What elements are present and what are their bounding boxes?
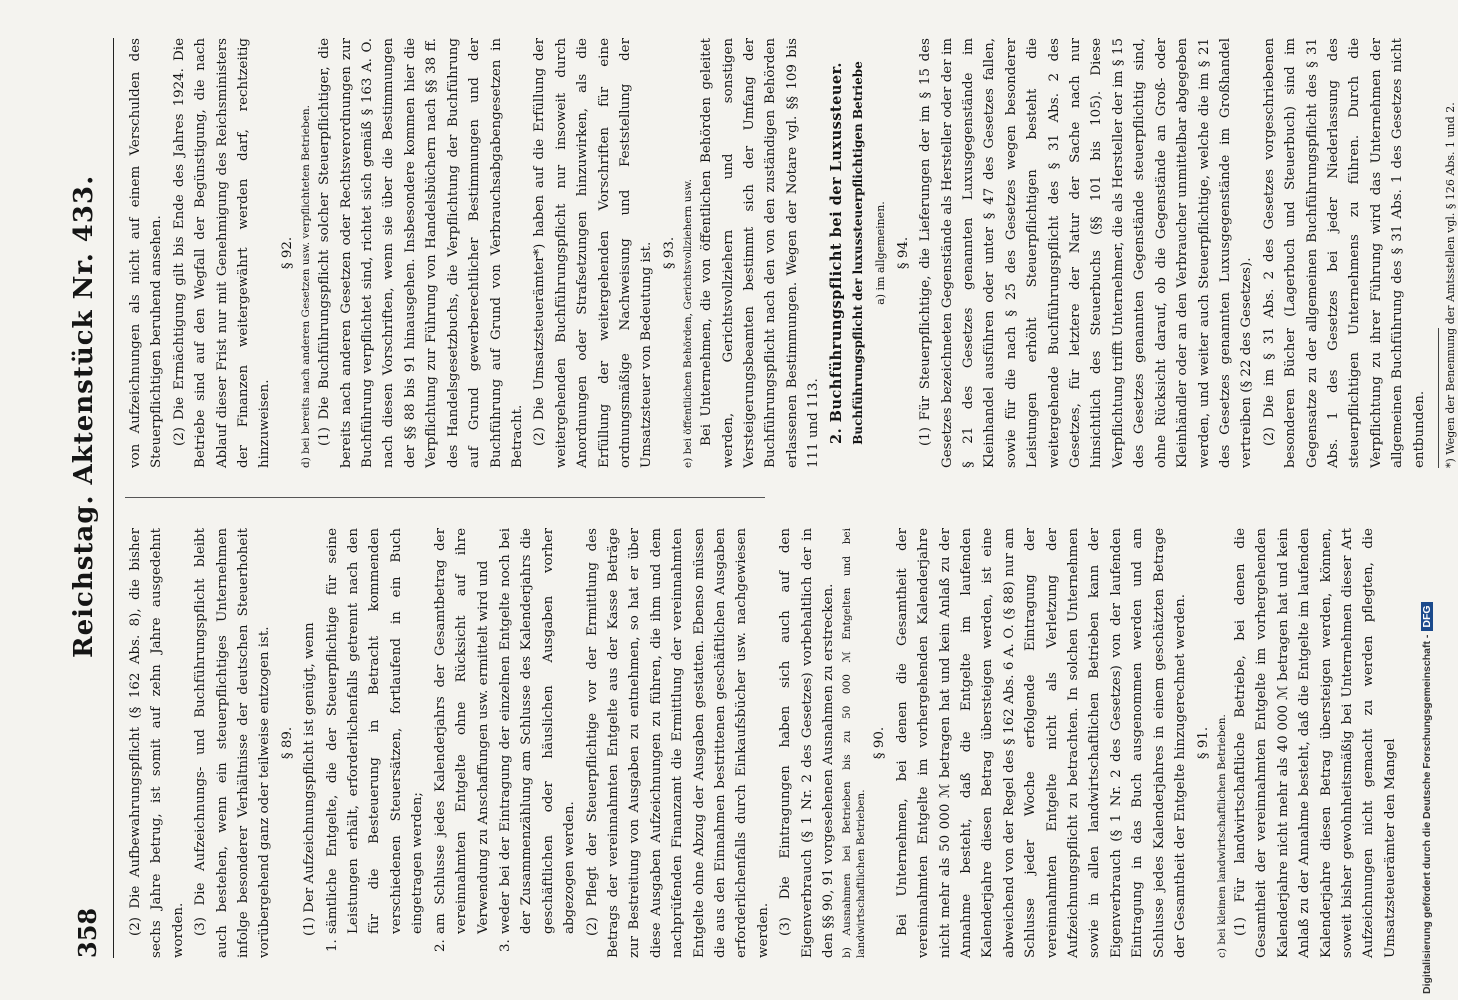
paragraph: (2) Die Umsatzsteuerämter*) haben auf die Erfüllung der weitergehenden Buchführungspflicht nur insoweit durch Anordnungen oder Strafsetzungen hinzuwirken, als die Erfüllung der weitergehenden Vorschriften für eine ordnungsmäßige Nachweisung und Feststellung der Umsatzsteuer von Bedeutung ist. <box>532 38 655 468</box>
footnote: *) Wegen der Benennung der Amtsstellen vgl. § 126 Abs. 1 und 2. <box>1443 102 1457 468</box>
subheading: c) bei kleinen landwirtschaftlichen Betrieben. <box>1215 714 1228 958</box>
page-header <box>67 38 127 958</box>
paragraph: (2) Die im § 31 Abs. 2 des Gesetzes vorgeschriebenen besonderen Bücher (Lagerbuch und Steuerbuch) sind im Gegensatze zu der allgemeinen Buchführungspflicht des § 31 Abs. 1 des Gesetzes bei jeder Niederlassung des steuerpflichtigen Unternehmens zu führen. Durch die Verpflichtung zu ihrer Führung wird das Unternehmen der allgemeinen Buchführung des § 31 Abs. 1 des Gesetzes nicht entbunden. <box>1261 38 1427 468</box>
section-heading: § 89. <box>279 726 295 760</box>
subheading: b) Ausnahmen bei Betrieben bis zu 50 000 ℳ Entgelten und bei landwirtschaftlichen Betrieben. <box>841 528 868 958</box>
page-title: Reichstag. Aktenstück Nr. 433. <box>69 174 99 658</box>
page-number: 358 <box>73 907 102 958</box>
paragraph: (3) Die Eintragungen haben sich auch auf den Eigenverbrauch (§ 1 Nr. 2 des Gesetzes) vorbehaltlich der in den §§ 90, 91 vorgesehenen Ausnahmen zu erstrecken. <box>778 528 836 958</box>
paragraph: (1) Für landwirtschaftliche Betriebe, bei denen die Gesamtheit der vereinnahmten Entgelte im vorhergehenden Kalenderjahre nicht mehr als 40 000 ℳ betragen hat und kein Anlaß zu der Annahme besteht, daß die Entgelte im laufenden Kalenderjahre diesen Betrag übersteigen werden, können, soweit bisher gewohnheitsmäßig bei Unternehmen dieser Art Aufzeichnungen nicht gemacht zu werden pflegten, die Umsatzsteuerämter den Mangel <box>1232 528 1398 958</box>
list-item: 3. weder bei der Eintragung der einzelnen Entgelte noch bei der Zusammenzählung am Schlusse des Kalenderjahrs die geschäftlichen oder häuslichen Ausgaben vorher abgezogen werden. <box>497 528 578 952</box>
footnote-rule <box>1438 328 1439 468</box>
subheading: d) bei bereits nach anderen Gesetzen usw. verpflichteten Betrieben. <box>300 104 313 468</box>
section-heading: § 93. <box>661 236 677 270</box>
list-item: 1. sämtliche Entgelte, die der Steuerpflichtige für seine Leistungen erhält, erforderlichenfalls getrennt nach den für die Besteuerung in Betracht kommenden verschiedenen Steuersätzen, fortlaufend in ein Buch eingetragen werden; <box>324 528 426 952</box>
paragraph: (2) Pflegt der Steuerpflichtige vor der Ermittlung des Betrags der vereinnahmten Entgelte aus der Kasse Beträge zur Bestreitung von Ausgaben zu entnehmen, so hat er über diese Ausgaben Aufzeichnungen zu führen, die ihm und dem nachprüfenden Finanzamt die Ermittlung der vereinnahmten Entgelte ohne Abzug der Ausgaben gestatten. Ebenso müssen die aus den Einnahmen bestrittenen geschäftlichen Ausgaben erforderlichenfalls durch Einkaufsbücher usw. nachgewiesen werden. <box>584 528 771 958</box>
header-rule <box>113 38 114 958</box>
right-column <box>125 38 1457 468</box>
column-divider <box>125 497 765 498</box>
paragraph: (2) Die Aufbewahrungspflicht (§ 162 Abs. 8), die bisher sechs Jahre betrug, ist somit auf zehn Jahre ausgedehnt worden. <box>128 528 186 958</box>
paragraph: Bei Unternehmen, die von öffentlichen Behörden geleitet werden, Gerichtsvollziehern und sonstigen Versteigerungsbeamten bestimmt sich der Umfang der Buchführungspflicht nach den von den zuständigen Behörden erlassenen Bestimmungen. Wegen der Notare vgl. §§ 109 bis 111 und 113. <box>699 38 822 468</box>
chapter-subheading: Buchführungspflicht der luxussteuerpflichtigen Betriebe <box>851 61 865 445</box>
paragraph: (1) Für Steuerpflichtige, die Lieferungen der im § 15 des Gesetzes bezeichneten Gegenstände als Hersteller oder der im § 21 des Gesetzes genannten Luxusgegenstände im Kleinhandel ausführen oder unter § 47 des Gesetzes fallen, sowie für die nach § 25 des Gesetzes wegen besonderer Leistungen erhöht Steuerpflichtigen besteht die weitergehende Buchführungspflicht des § 31 Abs. 2 des Gesetzes, für letztere der Natur der Sache nach nur hinsichtlich des Steuerbuchs (§§ 101 bis 105). Diese Verpflichtung trifft Unternehmer, die als Hersteller der im § 15 des Gesetzes genannten Gegenstände steuerpflichtig sind, ohne Rücksicht darauf, ob die Gegenstände an Groß- oder Kleinhändler oder an den Verbraucher unmittelbar abgegeben werden, und weiter auch Steuerpflichtige, welche die im § 21 des Gesetzes genannten Luxusgegenstände im Großhandel vertreiben (§ 22 des Gesetzes). <box>918 38 1255 468</box>
paragraph: Bei Unternehmen, bei denen die Gesamtheit der vereinnahmten Entgelte im vorhergehenden Kalenderjahre nicht mehr als 50 000 ℳ betragen hat und kein Anlaß zu der Annahme besteht, daß die Entgelte im laufenden Kalenderjahre diesen Betrag übersteigen werden, ist eine abweichend von der Regel des § 162 Abs. 6 A. O. (§ 88) nur am Schlusse jeder Woche erfolgende Eintragung der vereinnahmten Entgelte nicht als Verletzung der Aufzeichnungspflicht zu betrachten. In solchen Unternehmen sowie in allen landwirtschaftlichen Betrieben kann der Eigenverbrauch (§ 1 Nr. 2 des Gesetzes) von der laufenden Eintragung in das Buch ausgenommen werden und am Schlusse jedes Kalenderjahres in einem geschätzten Betrage der Gesamtheit der Entgelte hinzugerechnet werden. <box>894 528 1189 958</box>
digitization-note <box>1421 0 1435 994</box>
paragraph: (3) Die Aufzeichnungs- und Buchführungspflicht bleibt auch bestehen, wenn ein steuerpflichtiges Unternehmen infolge besonderer Verhältnisse der deutschen Steuerhoheit vorübergehend ganz oder teilweise entzogen ist. <box>193 528 273 958</box>
paragraph: (1) Die Buchführungspflicht solcher Steuerpflichtiger, die bereits nach anderen Gesetzen oder Rechtsverordnungen zur Buchführung verpflichtet sind, richtet sich gemäß § 163 A. O. nach diesen Vorschriften, wenn sie über die Bestimmungen der §§ 88 bis 91 hinausgehen. Insbesondere kommen hier die Verpflichtung zur Führung von Handelsbüchern nach §§ 38 ff. des Handelsgesetzbuchs, die Verpflichtung der Buchführung auf Grund gewerberechtlicher Bestimmungen und der Buchführung auf Grund von Verbrauchsabgabengesetzen in Betracht. <box>317 38 525 468</box>
subheading: a) im allgemeinen. <box>874 201 888 305</box>
section-heading: § 94. <box>895 236 911 270</box>
paragraph: (1) Der Aufzeichnungspflicht ist genügt, wenn <box>302 622 318 936</box>
chapter-heading: 2. Buchführungspflicht bei der Luxussteuer. <box>827 62 845 444</box>
left-column <box>125 528 1398 958</box>
list-item: 2. am Schlusse jedes Kalenderjahrs der Gesamtbetrag der vereinnahmten Entgelte ohne Rücksicht auf ihre Verwendung zu Anschaffungen usw. ermittelt wird und <box>432 528 491 952</box>
subheading: e) bei öffentlichen Behörden, Gerichtsvollziehern usw. <box>682 179 695 468</box>
list-item-text: am Schlusse jedes Kalenderjahrs der Gesamtbetrag der vereinnahmten Entgelte ohne Rücksicht auf ihre Verwendung zu Anschaffungen usw. ermittelt wird und <box>432 528 491 934</box>
digitization-text: Digitalisierung gefördert durch die Deutsche Forschungsgemeinschaft - <box>1421 634 1433 994</box>
list-item-text: sämtliche Entgelte, die der Steuerpflichtige für seine Leistungen erhält, erforderlichenfalls getrennt nach den für die Besteuerung in Betracht kommenden verschiedenen Steuersätzen, fortlaufend in ein Buch eingetragen werden; <box>324 528 426 934</box>
section-heading: § 90. <box>872 726 888 760</box>
paragraph: von Aufzeichnungen als nicht auf einem Verschulden des Steuerpflichtigen beruhend ansehen. <box>128 38 165 468</box>
paragraph: (2) Die Ermächtigung gilt bis Ende des Jahres 1924. Die Betriebe sind auf den Wegfall der Begünstigung, die nach Ablauf dieser Frist nur mit Genehmigung des Reichsministers der Finanzen weitergewährt werden darf, rechtzeitig hinzuweisen. <box>171 38 273 468</box>
list-item-text: weder bei der Eintragung der einzelnen Entgelte noch bei der Zusammenzählung am Schlusse des Kalenderjahrs die geschäftlichen oder häuslichen Ausgaben vorher abgezogen werden. <box>497 528 578 934</box>
section-heading: § 92. <box>279 236 295 270</box>
section-heading: § 91. <box>1195 726 1211 760</box>
dfg-badge: DFG <box>1421 602 1433 630</box>
